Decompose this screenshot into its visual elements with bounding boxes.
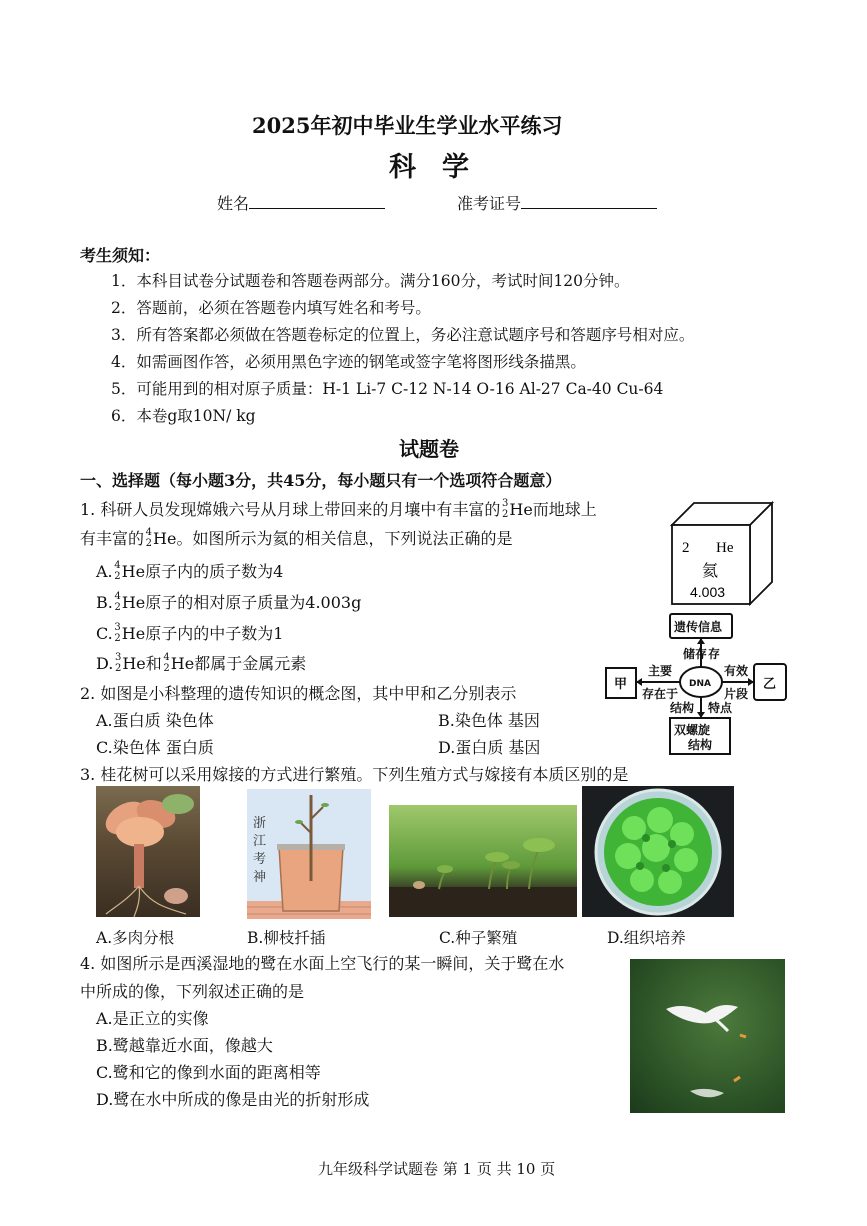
q3-stem: 3. 桂花树可以采用嫁接的方式进行繁殖。下列生殖方式与嫁接有本质区别的是 xyxy=(80,765,629,784)
q2-option-b: B.染色体 基因 xyxy=(438,711,540,730)
q3-caption-a: A.多肉分根 xyxy=(96,929,175,947)
photo-egret-water xyxy=(630,959,785,1113)
id-label: 准考证号 xyxy=(457,194,522,213)
element-number: 2 xyxy=(682,540,690,556)
notice-heading: 考生须知： xyxy=(80,246,161,265)
q4-option-d: D.鹭在水中所成的像是由光的折射形成 xyxy=(96,1090,370,1109)
q3-caption-c: C.种子繁殖 xyxy=(439,929,518,947)
photo-willow-cutting xyxy=(247,789,371,919)
q4-option-c: C.鹭和它的像到水面的距离相等 xyxy=(96,1063,321,1082)
svg-text:片段: 片段 xyxy=(724,687,749,701)
concept-top: 遗传信息 xyxy=(674,620,723,634)
name-label: 姓名 xyxy=(217,194,250,213)
q1-option-a: A. 4 2 He原子内的质子数为4 xyxy=(96,560,284,582)
name-field xyxy=(217,190,385,214)
notice-item: 5．可能用到的相对原子质量：H-1 Li-7 C-12 N-14 O-16 Al-27 Ca-40 Cu-64 xyxy=(111,380,664,398)
isotope-he3: 3 2 xyxy=(501,498,509,520)
notice-item: 2．答题前，必须在答题卷内填写姓名和考号。 xyxy=(111,299,431,317)
q3-caption-d: D.组织培养 xyxy=(607,929,686,947)
element-symbol: He xyxy=(716,540,734,556)
element-name: 氦 xyxy=(702,561,719,580)
photo-succulent xyxy=(96,786,200,917)
section-heading: 一、选择题（每小题3分，共45分，每小题只有一个选项符合题意） xyxy=(80,471,562,490)
svg-text:结构: 结构 xyxy=(670,701,695,715)
q2-option-c: C.染色体 蛋白质 xyxy=(96,738,214,757)
photo-seedlings xyxy=(389,805,577,917)
page-footer: 九年级科学试题卷 第 1 页 共 10 页 xyxy=(318,1160,556,1178)
concept-right: 乙 xyxy=(763,677,777,692)
genetics-concept-map xyxy=(604,612,790,756)
element-mass: 4.003 xyxy=(690,584,726,600)
helium-element-cube xyxy=(668,500,776,606)
q2-stem: 2. 如图是小科整理的遗传知识的概念图，其中甲和乙分别表示 xyxy=(80,684,517,703)
svg-text:浙: 浙 xyxy=(253,816,267,831)
q4-stem-line2: 中所成的像，下列叙述正确的是 xyxy=(80,982,305,1001)
id-blank xyxy=(521,190,657,209)
name-blank xyxy=(249,190,385,209)
notice-item: 1．本科目试卷分试题卷和答题卷两部分。满分160分，考试时间120分钟。 xyxy=(111,272,630,290)
svg-text:存: 存 xyxy=(708,647,721,661)
id-field xyxy=(457,190,657,214)
svg-text:有效: 有效 xyxy=(724,664,749,678)
concept-bottom-line1: 双螺旋 xyxy=(674,723,711,737)
notice-item: 4．如需画图作答，必须用黑色字迹的钢笔或签字笔将图形线条描黑。 xyxy=(111,353,586,371)
svg-text:特点: 特点 xyxy=(708,701,733,715)
q4-option-a: A.是正立的实像 xyxy=(96,1009,209,1028)
q1-stem-line1: 1. 科研人员发现嫦娥六号从月球上带回来的月壤中有丰富的 3 2 He而地球上 xyxy=(80,498,597,520)
notice-item: 6．本卷g取10N/ kg xyxy=(111,407,256,425)
q2-option-a: A.蛋白质 染色体 xyxy=(96,711,214,730)
concept-center: DNA xyxy=(689,679,711,689)
svg-text:储存: 储存 xyxy=(683,647,708,661)
svg-text:考: 考 xyxy=(253,852,267,867)
exam-title: 2025年初中毕业生学业水平练习 xyxy=(252,113,563,138)
subject-title: 科学 xyxy=(389,152,495,183)
q3-caption-b: B.柳枝扦插 xyxy=(247,929,326,947)
section-title: 试题卷 xyxy=(399,437,459,461)
q1-option-c: C. 3 2 He原子内的中子数为1 xyxy=(96,622,284,644)
notice-item: 3．所有答案都必须做在答题卷标定的位置上，务必注意试题序号和答题序号相对应。 xyxy=(111,326,695,344)
q4-stem-line1: 4. 如图所示是西溪湿地的鹭在水面上空飞行的某一瞬间，关于鹭在水 xyxy=(80,954,565,973)
svg-text:江: 江 xyxy=(253,834,267,849)
isotope-he4: 4 2 xyxy=(145,527,153,549)
svg-text:主要: 主要 xyxy=(648,664,673,678)
svg-text:神: 神 xyxy=(253,870,267,885)
q1-option-b: B. 4 2 He原子的相对原子质量为4.003g xyxy=(96,591,362,613)
q1-option-d: D. 3 2 He和 4 2 He都属于金属元素 xyxy=(96,652,307,674)
photo-tissue-culture xyxy=(582,786,734,917)
concept-bottom-line2: 结构 xyxy=(688,738,713,752)
concept-left: 甲 xyxy=(614,677,628,692)
svg-text:存在于: 存在于 xyxy=(642,687,679,701)
q1-stem-line2: 有丰富的 4 2 He。如图所示为氦的相关信息，下列说法正确的是 xyxy=(80,527,513,549)
q2-option-d: D.蛋白质 基因 xyxy=(438,738,541,757)
q4-option-b: B.鹭越靠近水面，像越大 xyxy=(96,1036,273,1055)
